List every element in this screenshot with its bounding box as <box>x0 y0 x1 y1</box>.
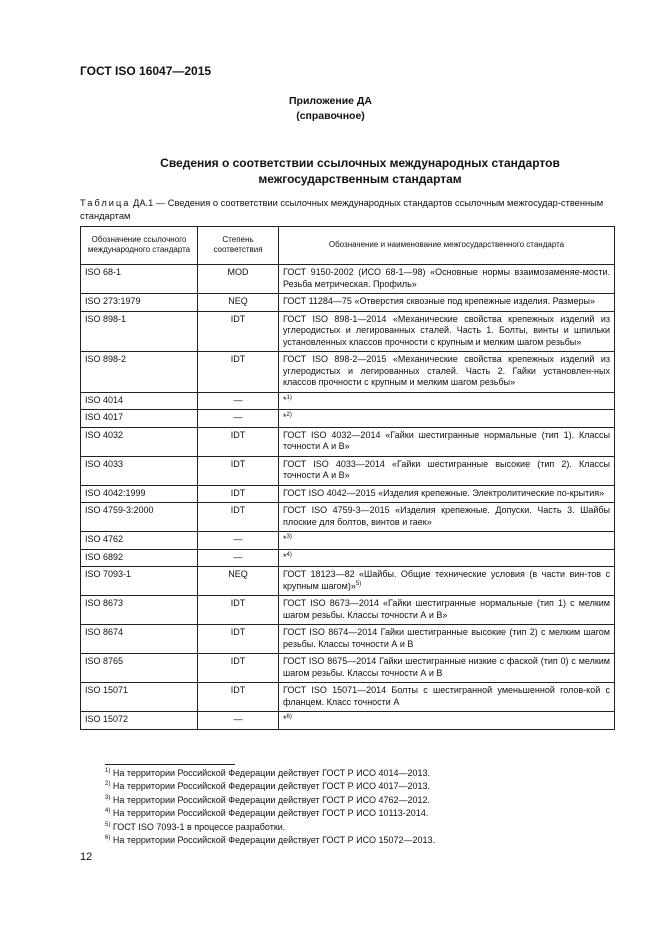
cell-name <box>279 596 615 625</box>
cell-degree: NEQ <box>198 567 279 596</box>
footnote-ref: 5) <box>355 580 362 587</box>
cell-reference: ISO 4017 <box>81 410 198 428</box>
footnote-text: На территории Российской Федерации действует ГОСТ Р ИСО 15072—2013. <box>112 835 435 846</box>
table-row <box>81 683 615 712</box>
cell-name-text: ГОСТ ISO 8673—2014 «Гайки шестигранные нормальные (тип 1) с мелким шагом резьбы. Классы точности А и В» <box>283 598 610 620</box>
cell-degree: NEQ <box>198 294 279 312</box>
table-row <box>81 625 615 654</box>
page-number: 12 <box>80 851 93 863</box>
cell-name-text: ГОСТ ISO 8674—2014 Гайки шестигранные высокие (тип 2) с мелким шагом резьбы. Классы точности А и В <box>283 627 610 649</box>
cell-degree: IDT <box>198 683 279 712</box>
cell-name-text: ГОСТ ISO 4033—2014 «Гайки шестигранные высокие (тип 2). Классы точности А и В» <box>283 458 610 480</box>
header-interstate-standard: Обозначение и наименование межгосударственного стандарта <box>279 227 615 265</box>
cell-reference: ISO 15072 <box>81 712 198 730</box>
table-row <box>81 456 615 485</box>
cell-reference: ISO 8673 <box>81 596 198 625</box>
table-row <box>81 532 615 550</box>
table-row <box>81 503 615 532</box>
table-row <box>81 392 615 410</box>
table-row <box>81 567 615 596</box>
cell-degree: — <box>198 392 279 410</box>
cell-degree: — <box>198 410 279 428</box>
cell-name <box>279 625 615 654</box>
footnote <box>105 821 625 834</box>
cell-degree: — <box>198 549 279 567</box>
cell-name-text: * <box>283 394 287 405</box>
footnotes <box>105 767 625 847</box>
cell-reference: ISO 4762 <box>81 532 198 550</box>
cell-name-text: ГОСТ ISO 898-1—2014 «Механические свойства крепежных изделий из углеродистых и легированных сталей. Часть 1. Болты, винты и шпильки установленных классов прочности с крупным и мелким шагом резьбы» <box>283 313 610 347</box>
footnote <box>105 780 625 793</box>
cell-degree: MOD <box>198 265 279 294</box>
cell-degree: IDT <box>198 654 279 683</box>
cell-reference: ISO 68-1 <box>81 265 198 294</box>
table-body <box>81 265 615 730</box>
cell-reference: ISO 8674 <box>81 625 198 654</box>
footnote <box>105 807 625 820</box>
cell-degree: IDT <box>198 427 279 456</box>
cell-name-text: ГОСТ ISO 4759-3—2015 «Изделия крепежные. Допуски. Часть 3. Шайбы плоские для болтов, винтов и гаек» <box>283 505 610 527</box>
cell-name-text: * <box>283 412 287 422</box>
cell-reference: ISO 273:1979 <box>81 294 198 312</box>
footnote-ref: 6) <box>286 714 292 720</box>
correspondence-table <box>80 226 615 730</box>
cell-name-text: ГОСТ 18123—82 «Шайбы. Общие технические условия (в части вин-тов с крупным шагом)» <box>283 569 610 591</box>
cell-name <box>279 456 615 485</box>
cell-degree: IDT <box>198 485 279 503</box>
table-row <box>81 410 615 428</box>
cell-degree: — <box>198 532 279 550</box>
footnote-text: На территории Российской Федерации действует ГОСТ Р ИСО 4014—2013. <box>112 768 430 778</box>
cell-name <box>279 712 615 730</box>
section-title <box>60 155 660 187</box>
cell-name-text: * <box>283 551 287 562</box>
footnote-mark: 1) <box>105 768 111 774</box>
section-title-line2: межгосударственным стандартам <box>258 172 462 186</box>
table-row <box>81 427 615 456</box>
table-row <box>81 596 615 625</box>
footnote-divider <box>105 764 235 765</box>
footnote-mark: 5) <box>105 821 111 828</box>
cell-name-text: ГОСТ 9150-2002 (ИСО 68-1—98) «Основные нормы взаимозаменяе-мости. Резьба метрическая. Профиль» <box>283 267 610 289</box>
table-row <box>81 712 615 730</box>
cell-reference: ISO 4033 <box>81 456 198 485</box>
cell-reference: ISO 4759-3:2000 <box>81 503 198 532</box>
table-caption <box>80 197 615 222</box>
cell-name <box>279 532 615 550</box>
footnote-text: На территории Российской Федерации действует ГОСТ Р ИСО 4017—2013. <box>112 781 430 792</box>
header-degree: Степень соответствия <box>198 227 279 265</box>
appendix-subtitle: (справочное) <box>296 110 365 122</box>
cell-name-text: ГОСТ ISO 898-2—2015 «Механические свойства крепежных изделий из углеродистых и легированных сталей. Часть 2. Гайки установлен-ных классов прочности с крупным и мелким шагом резьбы» <box>283 354 610 387</box>
footnote-text: На территории Российской Федерации действует ГОСТ Р ИСО 10113-2014. <box>112 808 429 819</box>
cell-degree: IDT <box>198 456 279 485</box>
cell-name-text: ГОСТ ISO 8675—2014 Гайки шестигранные низкие с фаской (тип 0) с мелким шагом резьбы. Классы точности А и В <box>283 656 610 678</box>
cell-degree: IDT <box>198 625 279 654</box>
cell-reference: ISO 15071 <box>81 683 198 712</box>
cell-reference: ISO 6892 <box>81 549 198 567</box>
table-row <box>81 294 615 312</box>
cell-name <box>279 503 615 532</box>
cell-name <box>279 294 615 312</box>
cell-name <box>279 654 615 683</box>
table-row <box>81 654 615 683</box>
table-row <box>81 352 615 393</box>
table-row <box>81 485 615 503</box>
cell-degree: IDT <box>198 311 279 352</box>
cell-name-text: * <box>283 714 287 724</box>
table-row <box>81 265 615 294</box>
cell-reference: ISO 8765 <box>81 654 198 683</box>
cell-reference: ISO 7093-1 <box>81 567 198 596</box>
footnote-ref: 3) <box>286 534 292 540</box>
cell-name-text: ГОСТ ISO 4032—2014 «Гайки шестигранные нормальные (тип 1). Классы точности А и В» <box>283 429 610 451</box>
header-reference-standard: Обозначение ссылочного международного стандарта <box>81 227 198 265</box>
cell-name <box>279 683 615 712</box>
cell-degree: IDT <box>198 596 279 625</box>
appendix-heading <box>0 94 661 124</box>
cell-name <box>279 549 615 567</box>
footnote-mark: 4) <box>105 808 111 815</box>
cell-name-text: ГОСТ ISO 15071—2014 Болты с шестигранной уменьшенной голов-кой с фланцем. Класс точности А <box>283 685 610 707</box>
cell-degree: IDT <box>198 352 279 393</box>
cell-name <box>279 265 615 294</box>
table-row <box>81 549 615 567</box>
footnote-ref: 4) <box>286 551 292 558</box>
table-caption-text: ДА.1 — Сведения о соответствии ссылочных международных стандартов ссылочным межгосудар-ственным стандартам <box>80 198 604 221</box>
cell-name <box>279 352 615 393</box>
table-row <box>81 311 615 352</box>
footnote <box>105 767 625 780</box>
cell-name <box>279 392 615 410</box>
cell-name <box>279 567 615 596</box>
footnote-text: На территории Российской Федерации действует ГОСТ Р ИСО 4762—2012. <box>112 794 430 805</box>
footnote <box>105 834 625 847</box>
footnote-mark: 6) <box>105 835 111 842</box>
cell-name <box>279 485 615 503</box>
document-header: ГОСТ ISO 16047—2015 <box>80 64 212 78</box>
appendix-title: Приложение ДА <box>289 95 372 107</box>
cell-name-text: ГОСТ 11284—75 «Отверстия сквозные под крепежные изделия. Размеры» <box>283 296 595 306</box>
cell-name-text: ГОСТ ISO 4042—2015 «Изделия крепежные. Электролитические по-крытия» <box>283 487 605 498</box>
footnote-ref: 1) <box>286 394 292 401</box>
table-header-row <box>81 227 615 265</box>
cell-name <box>279 410 615 428</box>
cell-name <box>279 311 615 352</box>
cell-reference: ISO 4032 <box>81 427 198 456</box>
cell-name <box>279 427 615 456</box>
cell-degree: — <box>198 712 279 730</box>
cell-reference: ISO 898-1 <box>81 311 198 352</box>
footnote-text: ГОСТ ISO 7093-1 в процессе разработки. <box>112 821 286 832</box>
cell-degree: IDT <box>198 503 279 532</box>
footnote <box>105 794 625 807</box>
cell-name-text: * <box>283 534 287 544</box>
cell-reference: ISO 4014 <box>81 392 198 410</box>
section-title-line1: Сведения о соответствии ссылочных международных стандартов <box>160 156 560 170</box>
table-caption-label: Таблица <box>80 198 131 208</box>
cell-reference: ISO 898-2 <box>81 352 198 393</box>
footnote-mark: 2) <box>105 781 111 788</box>
footnote-mark: 3) <box>105 794 111 801</box>
footnote-ref: 2) <box>286 412 292 418</box>
cell-reference: ISO 4042:1999 <box>81 485 198 503</box>
